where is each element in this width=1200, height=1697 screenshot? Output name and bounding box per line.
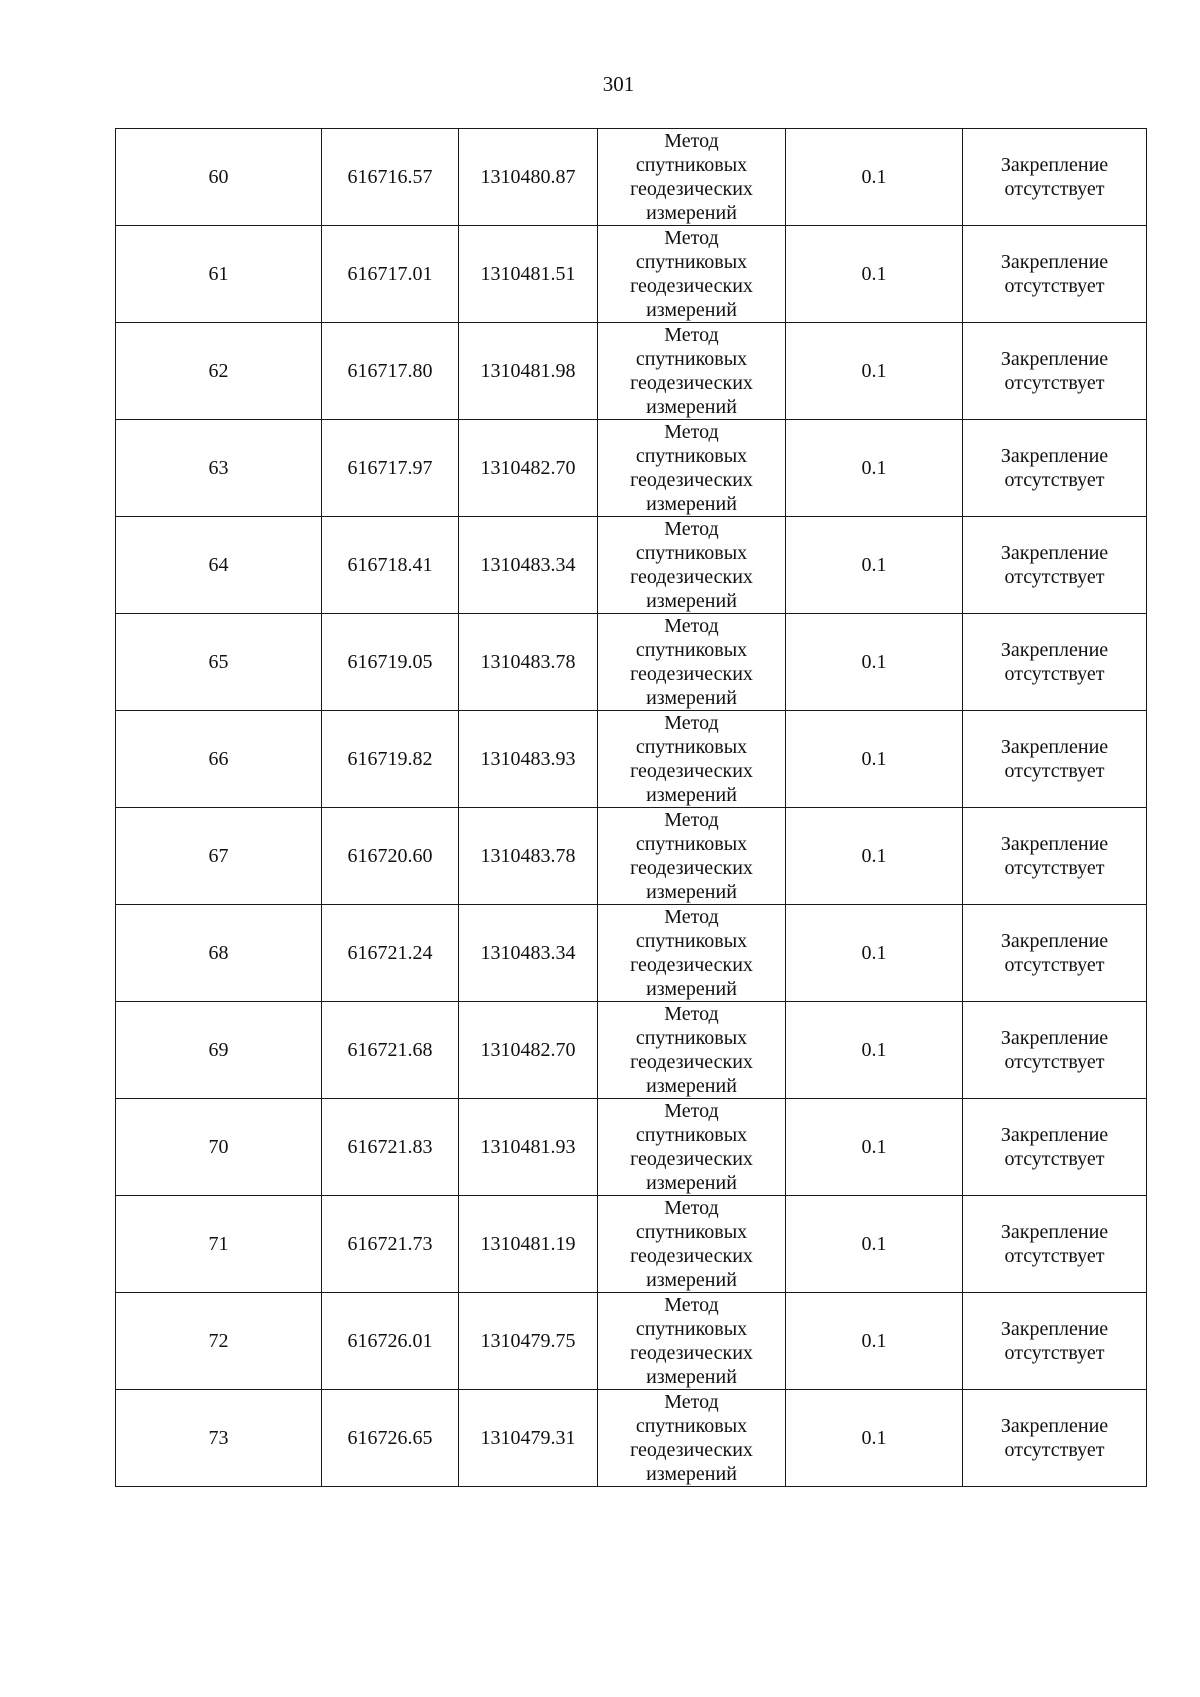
fixation-cell-line: Закрепление <box>1000 1415 1109 1437</box>
point-number-cell: 61 <box>116 226 322 323</box>
method-cell-line: измерений <box>646 493 737 515</box>
method-cell-line: геодезических <box>630 566 753 588</box>
method-cell-line: измерений <box>646 590 737 612</box>
method-cell <box>598 1196 786 1293</box>
method-cell-line: Метод <box>664 1294 719 1316</box>
fixation-cell-text <box>1001 250 1108 298</box>
method-cell-line: геодезических <box>630 469 753 491</box>
point-number-cell: 62 <box>116 323 322 420</box>
table-row <box>116 517 1147 614</box>
fixation-cell-line: Закрепление <box>1000 930 1109 952</box>
point-number-cell: 66 <box>116 711 322 808</box>
method-cell-line: Метод <box>664 1003 719 1025</box>
y-coordinate-cell: 1310483.34 <box>459 905 598 1002</box>
x-coordinate-cell: 616717.01 <box>322 226 459 323</box>
method-cell-line: спутниковых <box>635 1027 748 1049</box>
method-cell-line: геодезических <box>630 857 753 879</box>
x-coordinate-cell: 616716.57 <box>322 129 459 226</box>
fixation-cell-line: отсутствует <box>1004 663 1105 685</box>
fixation-cell-text <box>1001 541 1108 589</box>
accuracy-cell: 0.1 <box>786 1293 963 1390</box>
table-body <box>116 129 1147 1487</box>
fixation-cell-line: Закрепление <box>1000 736 1109 758</box>
accuracy-cell: 0.1 <box>786 1002 963 1099</box>
method-cell-line: спутниковых <box>635 1221 748 1243</box>
method-cell-line: спутниковых <box>635 1415 748 1437</box>
method-cell-text <box>630 1099 753 1195</box>
method-cell <box>598 1002 786 1099</box>
fixation-cell <box>963 1099 1147 1196</box>
y-coordinate-cell: 1310481.51 <box>459 226 598 323</box>
method-cell-line: спутниковых <box>635 154 748 176</box>
method-cell <box>598 129 786 226</box>
method-cell-line: измерений <box>646 978 737 1000</box>
fixation-cell <box>963 711 1147 808</box>
method-cell-line: Метод <box>664 809 719 831</box>
table-row <box>116 1002 1147 1099</box>
coordinates-table <box>115 128 1147 1487</box>
method-cell-text <box>630 808 753 904</box>
method-cell-line: спутниковых <box>635 833 748 855</box>
fixation-cell-text <box>1001 832 1108 880</box>
method-cell-line: спутниковых <box>635 736 748 758</box>
fixation-cell-text <box>1001 1414 1108 1462</box>
method-cell <box>598 1099 786 1196</box>
method-cell-line: спутниковых <box>635 930 748 952</box>
fixation-cell <box>963 420 1147 517</box>
fixation-cell-line: отсутствует <box>1004 1439 1105 1461</box>
method-cell-line: спутниковых <box>635 445 748 467</box>
accuracy-cell: 0.1 <box>786 1099 963 1196</box>
y-coordinate-cell: 1310481.93 <box>459 1099 598 1196</box>
method-cell-line: спутниковых <box>635 348 748 370</box>
method-cell-text <box>630 323 753 419</box>
method-cell-text <box>630 226 753 322</box>
accuracy-cell: 0.1 <box>786 1390 963 1487</box>
method-cell-line: геодезических <box>630 275 753 297</box>
fixation-cell-text <box>1001 735 1108 783</box>
method-cell-line: геодезических <box>630 1148 753 1170</box>
table-row <box>116 1099 1147 1196</box>
point-number-cell: 72 <box>116 1293 322 1390</box>
y-coordinate-cell: 1310481.98 <box>459 323 598 420</box>
method-cell-line: Метод <box>664 130 719 152</box>
method-cell <box>598 905 786 1002</box>
table-row <box>116 1293 1147 1390</box>
method-cell <box>598 711 786 808</box>
x-coordinate-cell: 616721.68 <box>322 1002 459 1099</box>
method-cell-line: измерений <box>646 1172 737 1194</box>
method-cell-line: спутниковых <box>635 1124 748 1146</box>
method-cell-line: спутниковых <box>635 1318 748 1340</box>
fixation-cell-line: Закрепление <box>1000 251 1109 273</box>
fixation-cell-line: Закрепление <box>1000 1318 1109 1340</box>
method-cell-line: измерений <box>646 1463 737 1485</box>
method-cell-line: спутниковых <box>635 251 748 273</box>
y-coordinate-cell: 1310481.19 <box>459 1196 598 1293</box>
method-cell-text <box>630 1002 753 1098</box>
fixation-cell-line: отсутствует <box>1004 178 1105 200</box>
fixation-cell-line: Закрепление <box>1000 833 1109 855</box>
method-cell-line: геодезических <box>630 1245 753 1267</box>
y-coordinate-cell: 1310483.78 <box>459 808 598 905</box>
method-cell-line: измерений <box>646 881 737 903</box>
x-coordinate-cell: 616721.73 <box>322 1196 459 1293</box>
fixation-cell-text <box>1001 1123 1108 1171</box>
method-cell-line: геодезических <box>630 1439 753 1461</box>
table-row <box>116 1390 1147 1487</box>
method-cell-line: геодезических <box>630 954 753 976</box>
fixation-cell-line: отсутствует <box>1004 857 1105 879</box>
fixation-cell <box>963 1002 1147 1099</box>
y-coordinate-cell: 1310482.70 <box>459 420 598 517</box>
x-coordinate-cell: 616719.82 <box>322 711 459 808</box>
accuracy-cell: 0.1 <box>786 129 963 226</box>
point-number-cell: 60 <box>116 129 322 226</box>
fixation-cell-line: Закрепление <box>1000 639 1109 661</box>
y-coordinate-cell: 1310480.87 <box>459 129 598 226</box>
fixation-cell-text <box>1001 1026 1108 1074</box>
fixation-cell-line: отсутствует <box>1004 372 1105 394</box>
method-cell <box>598 323 786 420</box>
x-coordinate-cell: 616726.65 <box>322 1390 459 1487</box>
fixation-cell <box>963 808 1147 905</box>
y-coordinate-cell: 1310483.78 <box>459 614 598 711</box>
method-cell-line: Метод <box>664 1391 719 1413</box>
method-cell-line: измерений <box>646 396 737 418</box>
method-cell-line: Метод <box>664 906 719 928</box>
method-cell-text <box>630 129 753 225</box>
method-cell-line: Метод <box>664 1100 719 1122</box>
point-number-cell: 67 <box>116 808 322 905</box>
accuracy-cell: 0.1 <box>786 517 963 614</box>
method-cell-line: геодезических <box>630 760 753 782</box>
method-cell-line: измерений <box>646 1075 737 1097</box>
method-cell <box>598 1293 786 1390</box>
fixation-cell <box>963 226 1147 323</box>
fixation-cell-text <box>1001 347 1108 395</box>
method-cell-line: геодезических <box>630 178 753 200</box>
method-cell-line: Метод <box>664 324 719 346</box>
method-cell-line: измерений <box>646 202 737 224</box>
point-number-cell: 64 <box>116 517 322 614</box>
accuracy-cell: 0.1 <box>786 1196 963 1293</box>
method-cell-line: спутниковых <box>635 639 748 661</box>
method-cell-text <box>630 711 753 807</box>
method-cell-line: геодезических <box>630 1342 753 1364</box>
accuracy-cell: 0.1 <box>786 808 963 905</box>
x-coordinate-cell: 616721.83 <box>322 1099 459 1196</box>
method-cell-line: измерений <box>646 687 737 709</box>
point-number-cell: 69 <box>116 1002 322 1099</box>
table-row <box>116 129 1147 226</box>
method-cell-line: Метод <box>664 712 719 734</box>
fixation-cell-line: отсутствует <box>1004 275 1105 297</box>
table-row <box>116 420 1147 517</box>
table-row <box>116 614 1147 711</box>
x-coordinate-cell: 616726.01 <box>322 1293 459 1390</box>
table-row <box>116 711 1147 808</box>
method-cell-text <box>630 1390 753 1486</box>
method-cell-line: Метод <box>664 1197 719 1219</box>
method-cell-text <box>630 1196 753 1292</box>
x-coordinate-cell: 616719.05 <box>322 614 459 711</box>
point-number-cell: 70 <box>116 1099 322 1196</box>
fixation-cell-line: Закрепление <box>1000 542 1109 564</box>
accuracy-cell: 0.1 <box>786 323 963 420</box>
method-cell-text <box>630 420 753 516</box>
method-cell-text <box>630 614 753 710</box>
fixation-cell-line: Закрепление <box>1000 445 1109 467</box>
fixation-cell <box>963 323 1147 420</box>
table-row <box>116 226 1147 323</box>
method-cell-line: Метод <box>664 421 719 443</box>
method-cell <box>598 808 786 905</box>
table-row <box>116 323 1147 420</box>
method-cell-text <box>630 1293 753 1389</box>
fixation-cell-line: Закрепление <box>1000 1221 1109 1243</box>
fixation-cell-line: Закрепление <box>1000 1027 1109 1049</box>
y-coordinate-cell: 1310479.75 <box>459 1293 598 1390</box>
table-row <box>116 1196 1147 1293</box>
method-cell-line: Метод <box>664 615 719 637</box>
fixation-cell-line: отсутствует <box>1004 1342 1105 1364</box>
x-coordinate-cell: 616717.80 <box>322 323 459 420</box>
fixation-cell-line: отсутствует <box>1004 954 1105 976</box>
fixation-cell <box>963 517 1147 614</box>
method-cell-line: геодезических <box>630 663 753 685</box>
method-cell-line: Метод <box>664 518 719 540</box>
fixation-cell <box>963 1293 1147 1390</box>
method-cell-line: геодезических <box>630 372 753 394</box>
method-cell-line: измерений <box>646 299 737 321</box>
fixation-cell-line: отсутствует <box>1004 566 1105 588</box>
fixation-cell-line: Закрепление <box>1000 1124 1109 1146</box>
fixation-cell-line: Закрепление <box>1000 348 1109 370</box>
accuracy-cell: 0.1 <box>786 614 963 711</box>
fixation-cell-line: отсутствует <box>1004 469 1105 491</box>
y-coordinate-cell: 1310483.34 <box>459 517 598 614</box>
fixation-cell-text <box>1001 638 1108 686</box>
table-row <box>116 808 1147 905</box>
point-number-cell: 71 <box>116 1196 322 1293</box>
fixation-cell <box>963 614 1147 711</box>
method-cell-line: Метод <box>664 227 719 249</box>
fixation-cell-text <box>1001 444 1108 492</box>
method-cell-line: измерений <box>646 1269 737 1291</box>
fixation-cell-line: Закрепление <box>1000 154 1109 176</box>
fixation-cell-line: отсутствует <box>1004 1051 1105 1073</box>
method-cell-line: спутниковых <box>635 542 748 564</box>
fixation-cell <box>963 1196 1147 1293</box>
method-cell-line: геодезических <box>630 1051 753 1073</box>
x-coordinate-cell: 616718.41 <box>322 517 459 614</box>
method-cell <box>598 1390 786 1487</box>
point-number-cell: 63 <box>116 420 322 517</box>
table-row <box>116 905 1147 1002</box>
y-coordinate-cell: 1310482.70 <box>459 1002 598 1099</box>
accuracy-cell: 0.1 <box>786 905 963 1002</box>
fixation-cell-line: отсутствует <box>1004 1148 1105 1170</box>
method-cell <box>598 226 786 323</box>
y-coordinate-cell: 1310483.93 <box>459 711 598 808</box>
point-number-cell: 68 <box>116 905 322 1002</box>
fixation-cell-text <box>1001 929 1108 977</box>
accuracy-cell: 0.1 <box>786 711 963 808</box>
method-cell-text <box>630 517 753 613</box>
fixation-cell <box>963 905 1147 1002</box>
method-cell <box>598 420 786 517</box>
fixation-cell-line: отсутствует <box>1004 760 1105 782</box>
x-coordinate-cell: 616721.24 <box>322 905 459 1002</box>
point-number-cell: 73 <box>116 1390 322 1487</box>
fixation-cell <box>963 129 1147 226</box>
y-coordinate-cell: 1310479.31 <box>459 1390 598 1487</box>
method-cell-line: измерений <box>646 1366 737 1388</box>
fixation-cell-text <box>1001 1317 1108 1365</box>
fixation-cell-line: отсутствует <box>1004 1245 1105 1267</box>
method-cell-line: измерений <box>646 784 737 806</box>
method-cell-text <box>630 905 753 1001</box>
method-cell <box>598 517 786 614</box>
fixation-cell <box>963 1390 1147 1487</box>
fixation-cell-text <box>1001 153 1108 201</box>
x-coordinate-cell: 616717.97 <box>322 420 459 517</box>
point-number-cell: 65 <box>116 614 322 711</box>
fixation-cell-text <box>1001 1220 1108 1268</box>
method-cell <box>598 614 786 711</box>
accuracy-cell: 0.1 <box>786 420 963 517</box>
page-number: 301 <box>602 72 635 96</box>
x-coordinate-cell: 616720.60 <box>322 808 459 905</box>
accuracy-cell: 0.1 <box>786 226 963 323</box>
